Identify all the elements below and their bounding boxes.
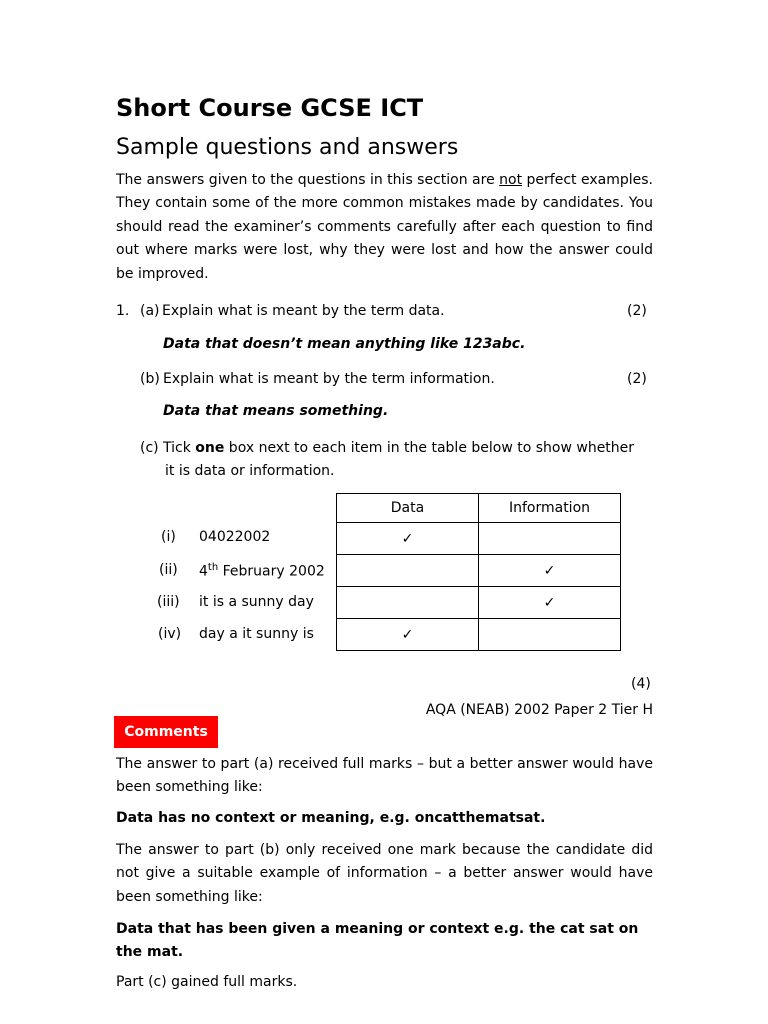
tick-cell[interactable] [337,555,479,587]
table-row [337,619,621,651]
comment-example-a: Data has no context or meaning, e.g. oncatthematsat. [116,810,546,826]
question-source: AQA (NEAB) 2002 Paper 2 Tier H [425,702,653,718]
table-header-row [337,494,621,523]
header-data: Data [337,494,479,523]
part-c-question: Tick one box next to each item in the table below to show whether [163,440,635,456]
intro-underlined-word: not [499,172,523,188]
row-item-iv: day a it sunny is [199,626,314,642]
tick-cell[interactable] [479,523,621,555]
comment-paragraph-b: The answer to part (b) only received one mark because the candidate did not give a suitable example of information – a better answer would have been something like: [116,842,653,905]
page-subtitle: Sample questions and answers [116,135,459,160]
row-label-iv: (iv) [158,626,182,642]
part-a-question: Explain what is meant by the term data. [162,303,445,319]
row-label-iii: (iii) [157,594,180,610]
intro-paragraph: The answers given to the questions in this section are not perfect examples. They contain some of the more common mistakes made by candidates. You should read the examiner’s comments carefully after each question to find out where marks were lost, why they were lost and how the answer could be improved. [116,172,653,282]
part-c-label: (c) [140,440,159,456]
tick-cell[interactable]: ✓ [479,555,621,587]
row-item-iii: it is a sunny day [199,594,314,610]
table-row [337,587,621,619]
table-row [337,523,621,555]
comment-paragraph-c: Part (c) gained full marks. [116,974,298,990]
row-item-i: 04022002 [199,529,271,545]
part-a-answer: Data that doesn’t mean anything like 123abc. [163,336,526,352]
comments-badge: Comments [114,716,218,748]
tick-cell[interactable]: ✓ [337,619,479,651]
part-c-marks: (4) [631,676,651,692]
row-label-ii: (ii) [159,562,178,578]
header-information: Information [479,494,621,523]
question-number: 1. [116,303,130,319]
comment-example-b: Data that has been given a meaning or context e.g. the cat sat on the mat. [116,921,639,960]
part-c-question-line2: it is data or information. [165,463,335,479]
tick-cell[interactable]: ✓ [479,587,621,619]
part-b-answer: Data that means something. [163,403,389,419]
table-row [337,555,621,587]
part-b-marks: (2) [627,371,647,387]
tick-cell[interactable] [337,587,479,619]
part-a-label: (a) [140,303,160,319]
part-b-label: (b) [140,371,160,387]
row-item-ii: 4th February 2002 [199,562,325,580]
page-title: Short Course GCSE ICT [116,94,424,122]
data-information-table [336,493,621,651]
tick-cell[interactable] [479,619,621,651]
row-label-i: (i) [161,529,176,545]
comment-paragraph-a: The answer to part (a) received full marks – but a better answer would have been something like: [116,756,653,796]
tick-cell[interactable]: ✓ [337,523,479,555]
part-a-marks: (2) [627,303,647,319]
part-b-question: Explain what is meant by the term information. [163,371,495,387]
